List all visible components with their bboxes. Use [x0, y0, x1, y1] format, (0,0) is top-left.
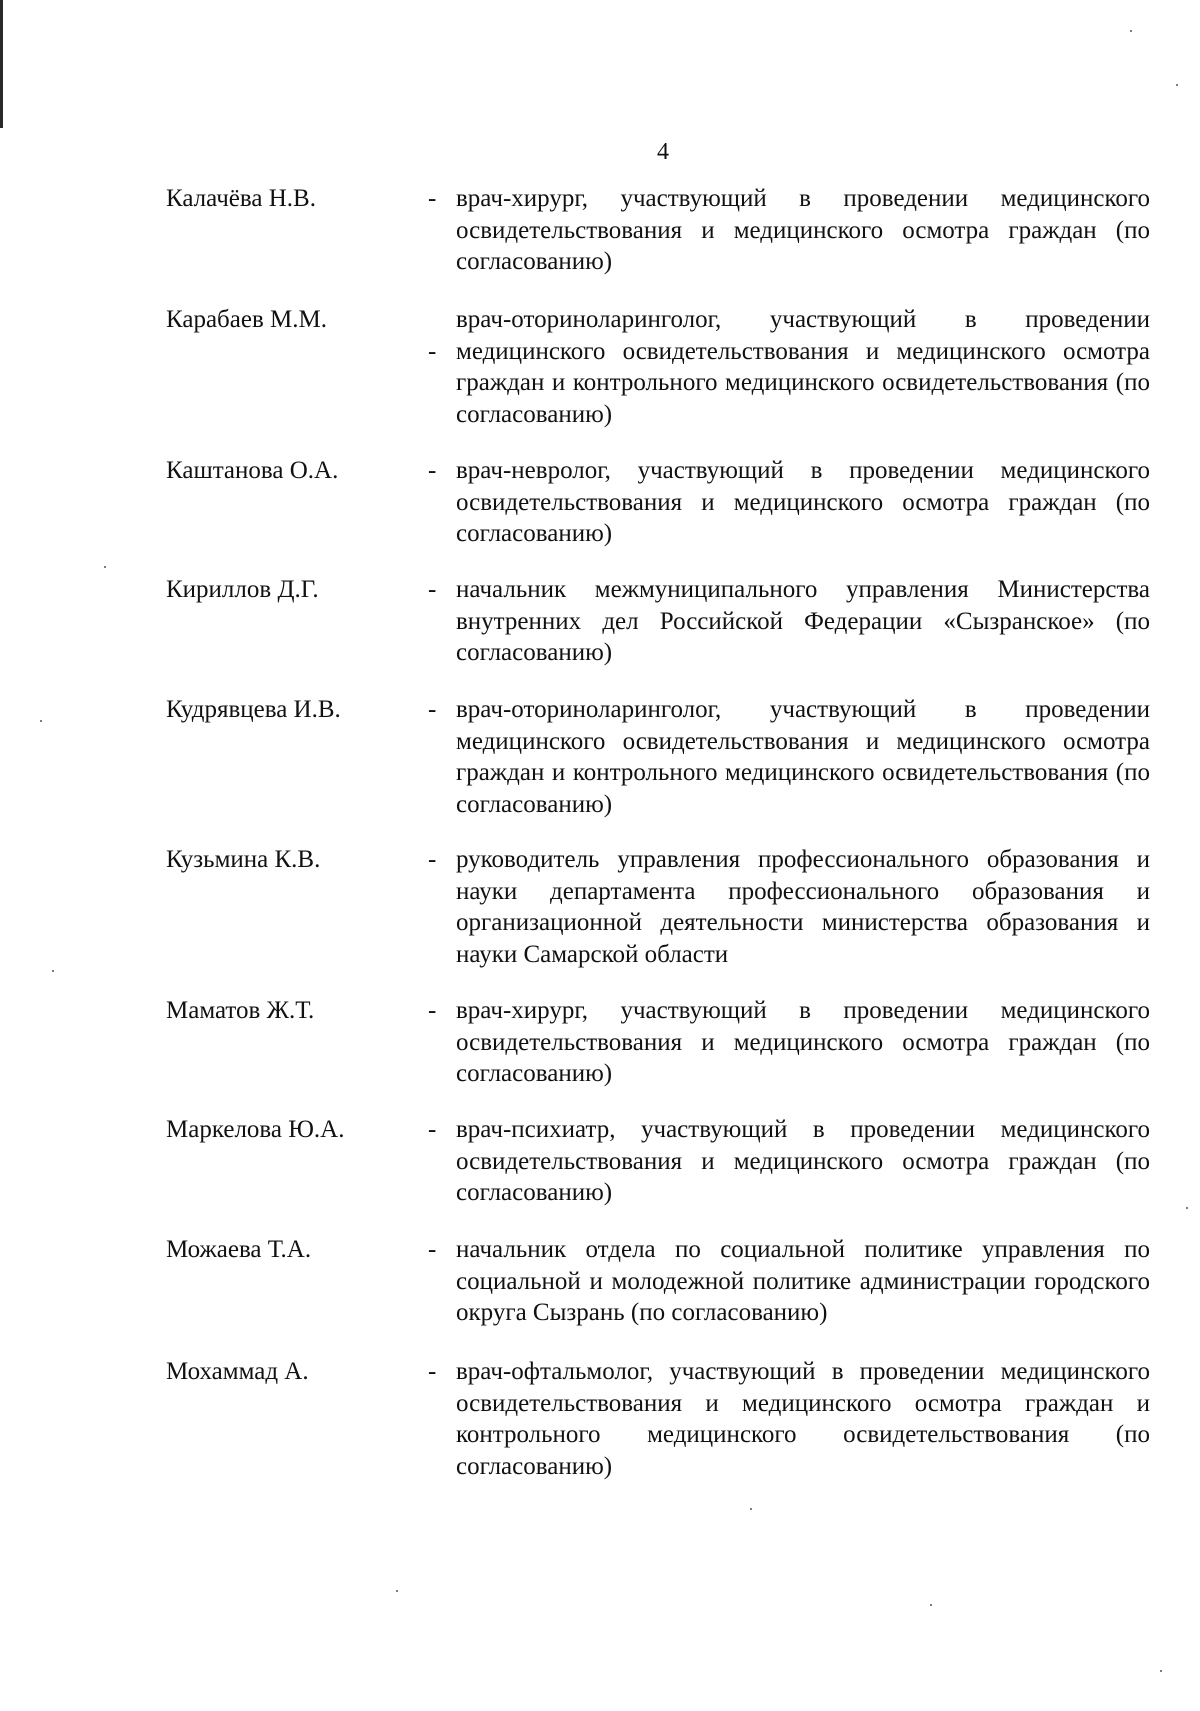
- dash-separator: -: [428, 185, 437, 212]
- scan-speck: [1130, 30, 1132, 32]
- scan-speck: [40, 720, 42, 722]
- position-description: начальник межмуниципального управления Министерства внутренних дел Российской Федерации «Сызранское» (по согласованию): [456, 576, 1150, 666]
- position-description: врач-психиатр, участвующий в проведении медицинского освидетельствования и медицинского осмотра граждан (по согласованию): [456, 1116, 1150, 1206]
- scan-edge-mark: [0, 0, 3, 128]
- person-name: Маркелова Ю.А.: [166, 1116, 345, 1143]
- person-name: Калачёва Н.В.: [166, 185, 316, 212]
- person-name: Каштанова О.А.: [166, 457, 339, 484]
- person-name: Кудрявцева И.В.: [166, 696, 341, 723]
- position-description: начальник отдела по социальной политике управления по социальной и молодежной политике администрации городского округа Сызрань (по согласованию): [456, 1236, 1150, 1326]
- person-name: Маматов Ж.Т.: [166, 997, 315, 1024]
- person-name: Кузьмина К.В.: [166, 846, 321, 873]
- person-name: Мохаммад А.: [166, 1358, 309, 1385]
- scan-speck: [930, 1604, 932, 1606]
- dash-separator: -: [428, 696, 437, 723]
- position-description: врач-хирург, участвующий в проведении медицинского освидетельствования и медицинского осмотра граждан (по согласованию): [456, 185, 1150, 275]
- position-description: врач-офтальмолог, участвующий в проведении медицинского освидетельствования и медицинского осмотра граждан и контрольного медицинского освидетельствования (по согласованию): [456, 1358, 1150, 1480]
- person-name: Кириллов Д.Г.: [166, 576, 319, 603]
- dash-separator: -: [428, 1116, 437, 1143]
- position-description: врач-хирург, участвующий в проведении медицинского освидетельствования и медицинского осмотра граждан (по согласованию): [456, 997, 1150, 1087]
- scan-speck: [750, 1508, 752, 1510]
- position-description: врач-оториноларинголог, участвующий в проведении медицинского освидетельствования и медицинского осмотра граждан и контрольного медицинского освидетельствования (по согласованию): [456, 696, 1150, 818]
- scan-speck: [1160, 1670, 1162, 1672]
- dash-separator: -: [428, 576, 437, 603]
- dash-separator: -: [428, 846, 437, 873]
- scan-speck: [52, 970, 54, 972]
- position-description: руководитель управления профессионального образования и науки департамента профессионального образования и организационной деятельности министерства образования и науки Самарской области: [456, 846, 1150, 968]
- position-description: врач-оториноларинголог, участвующий в проведении медицинского освидетельствования и медицинского осмотра граждан и контрольного медицинского освидетельствования (по согласованию): [456, 306, 1150, 428]
- scan-speck: [1186, 1207, 1188, 1209]
- person-name: Карабаев М.М.: [166, 306, 327, 333]
- scan-speck: [396, 1590, 398, 1592]
- dash-separator: -: [428, 457, 437, 484]
- scan-speck: [1176, 84, 1178, 86]
- position-description: врач-невролог, участвующий в проведении медицинского освидетельствования и медицинского осмотра граждан (по согласованию): [456, 457, 1150, 547]
- scan-speck: [104, 566, 106, 568]
- dash-separator: -: [428, 338, 437, 365]
- dash-separator: -: [428, 1358, 437, 1385]
- dash-separator: -: [428, 997, 437, 1024]
- person-name: Можаева Т.А.: [166, 1236, 312, 1263]
- page-number: 4: [657, 139, 669, 165]
- dash-separator: -: [428, 1236, 437, 1263]
